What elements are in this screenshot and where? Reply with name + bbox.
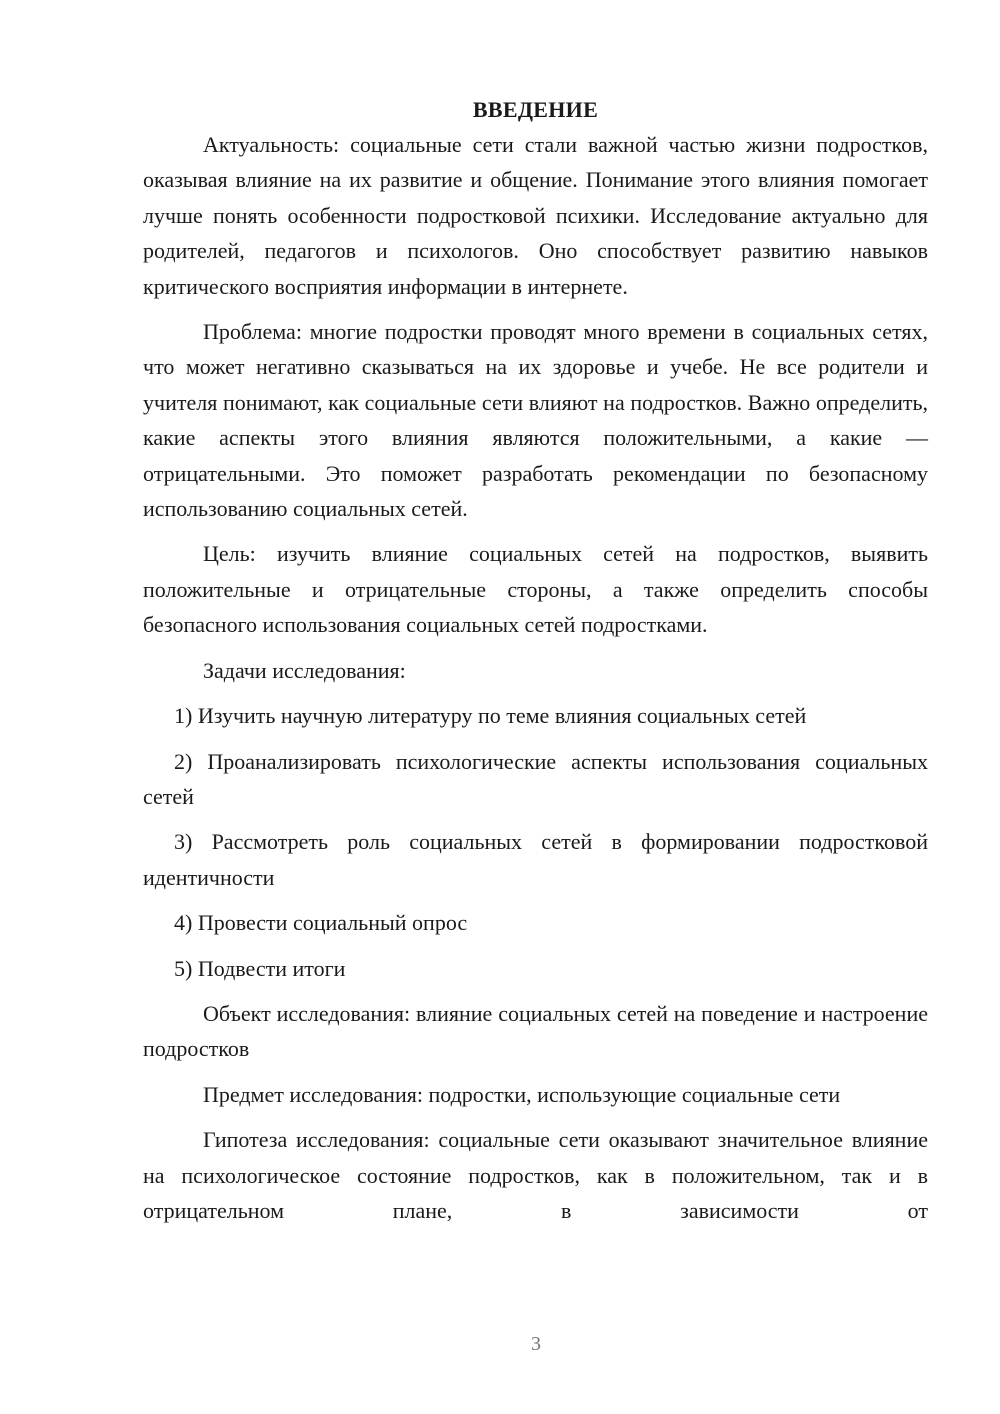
paragraph-subject: Предмет исследования: подростки, использующие социальные сети — [203, 1081, 841, 1107]
page-number: 3 — [531, 1333, 541, 1355]
paragraph-relevance: Актуальность: социальные сети стали важной частью жизни подростков, оказывая влияние на их развитие и общение. Понимание этого влияния помогает лучше понять особенности подростковой психики. Исследование актуально для родителей, педагогов и психологов. Оно способствует развитию навыков критического восприятия информации в интернете. — [143, 132, 928, 299]
tasks-title: Задачи исследования: — [203, 657, 406, 683]
paragraph-problem: Проблема: многие подростки проводят много времени в социальных сетях, что может негативно сказываться на их здоровье и учебе. Не все родители и учителя понимают, как социальные сети влияют на подростков. Важно определить, какие аспекты этого влияния являются положительными, а какие — отрицательными. Это поможет разработать рекомендации по безопасному использованию социальных сетей. — [143, 319, 928, 522]
task-item: 5) Подвести итоги — [174, 955, 346, 981]
paragraph-hypothesis: Гипотеза исследования: социальные сети оказывают значительное влияние на психологическое состояние подростков, как в положительном, так и в отрицательном плане, в зависимости от — [143, 1127, 928, 1223]
task-item: 3) Рассмотреть роль социальных сетей в формировании подростковой идентичности — [143, 829, 928, 890]
task-item: 4) Провести социальный опрос — [174, 910, 468, 936]
paragraph-object: Объект исследования: влияние социальных сетей на поведение и настроение подростков — [143, 1000, 928, 1062]
task-item: 2) Проанализировать психологические аспекты использования социальных сетей — [143, 748, 928, 809]
paragraph-goal: Цель: изучить влияние социальных сетей на подростков, выявить положительные и отрицательные стороны, а также определить способы безопасного использования социальных сетей подростками. — [143, 541, 928, 638]
document-page — [143, 92, 928, 1238]
task-item: 1) Изучить научную литературу по теме влияния социальных сетей — [174, 703, 807, 729]
page-heading: ВВЕДЕНИЕ — [472, 97, 599, 122]
